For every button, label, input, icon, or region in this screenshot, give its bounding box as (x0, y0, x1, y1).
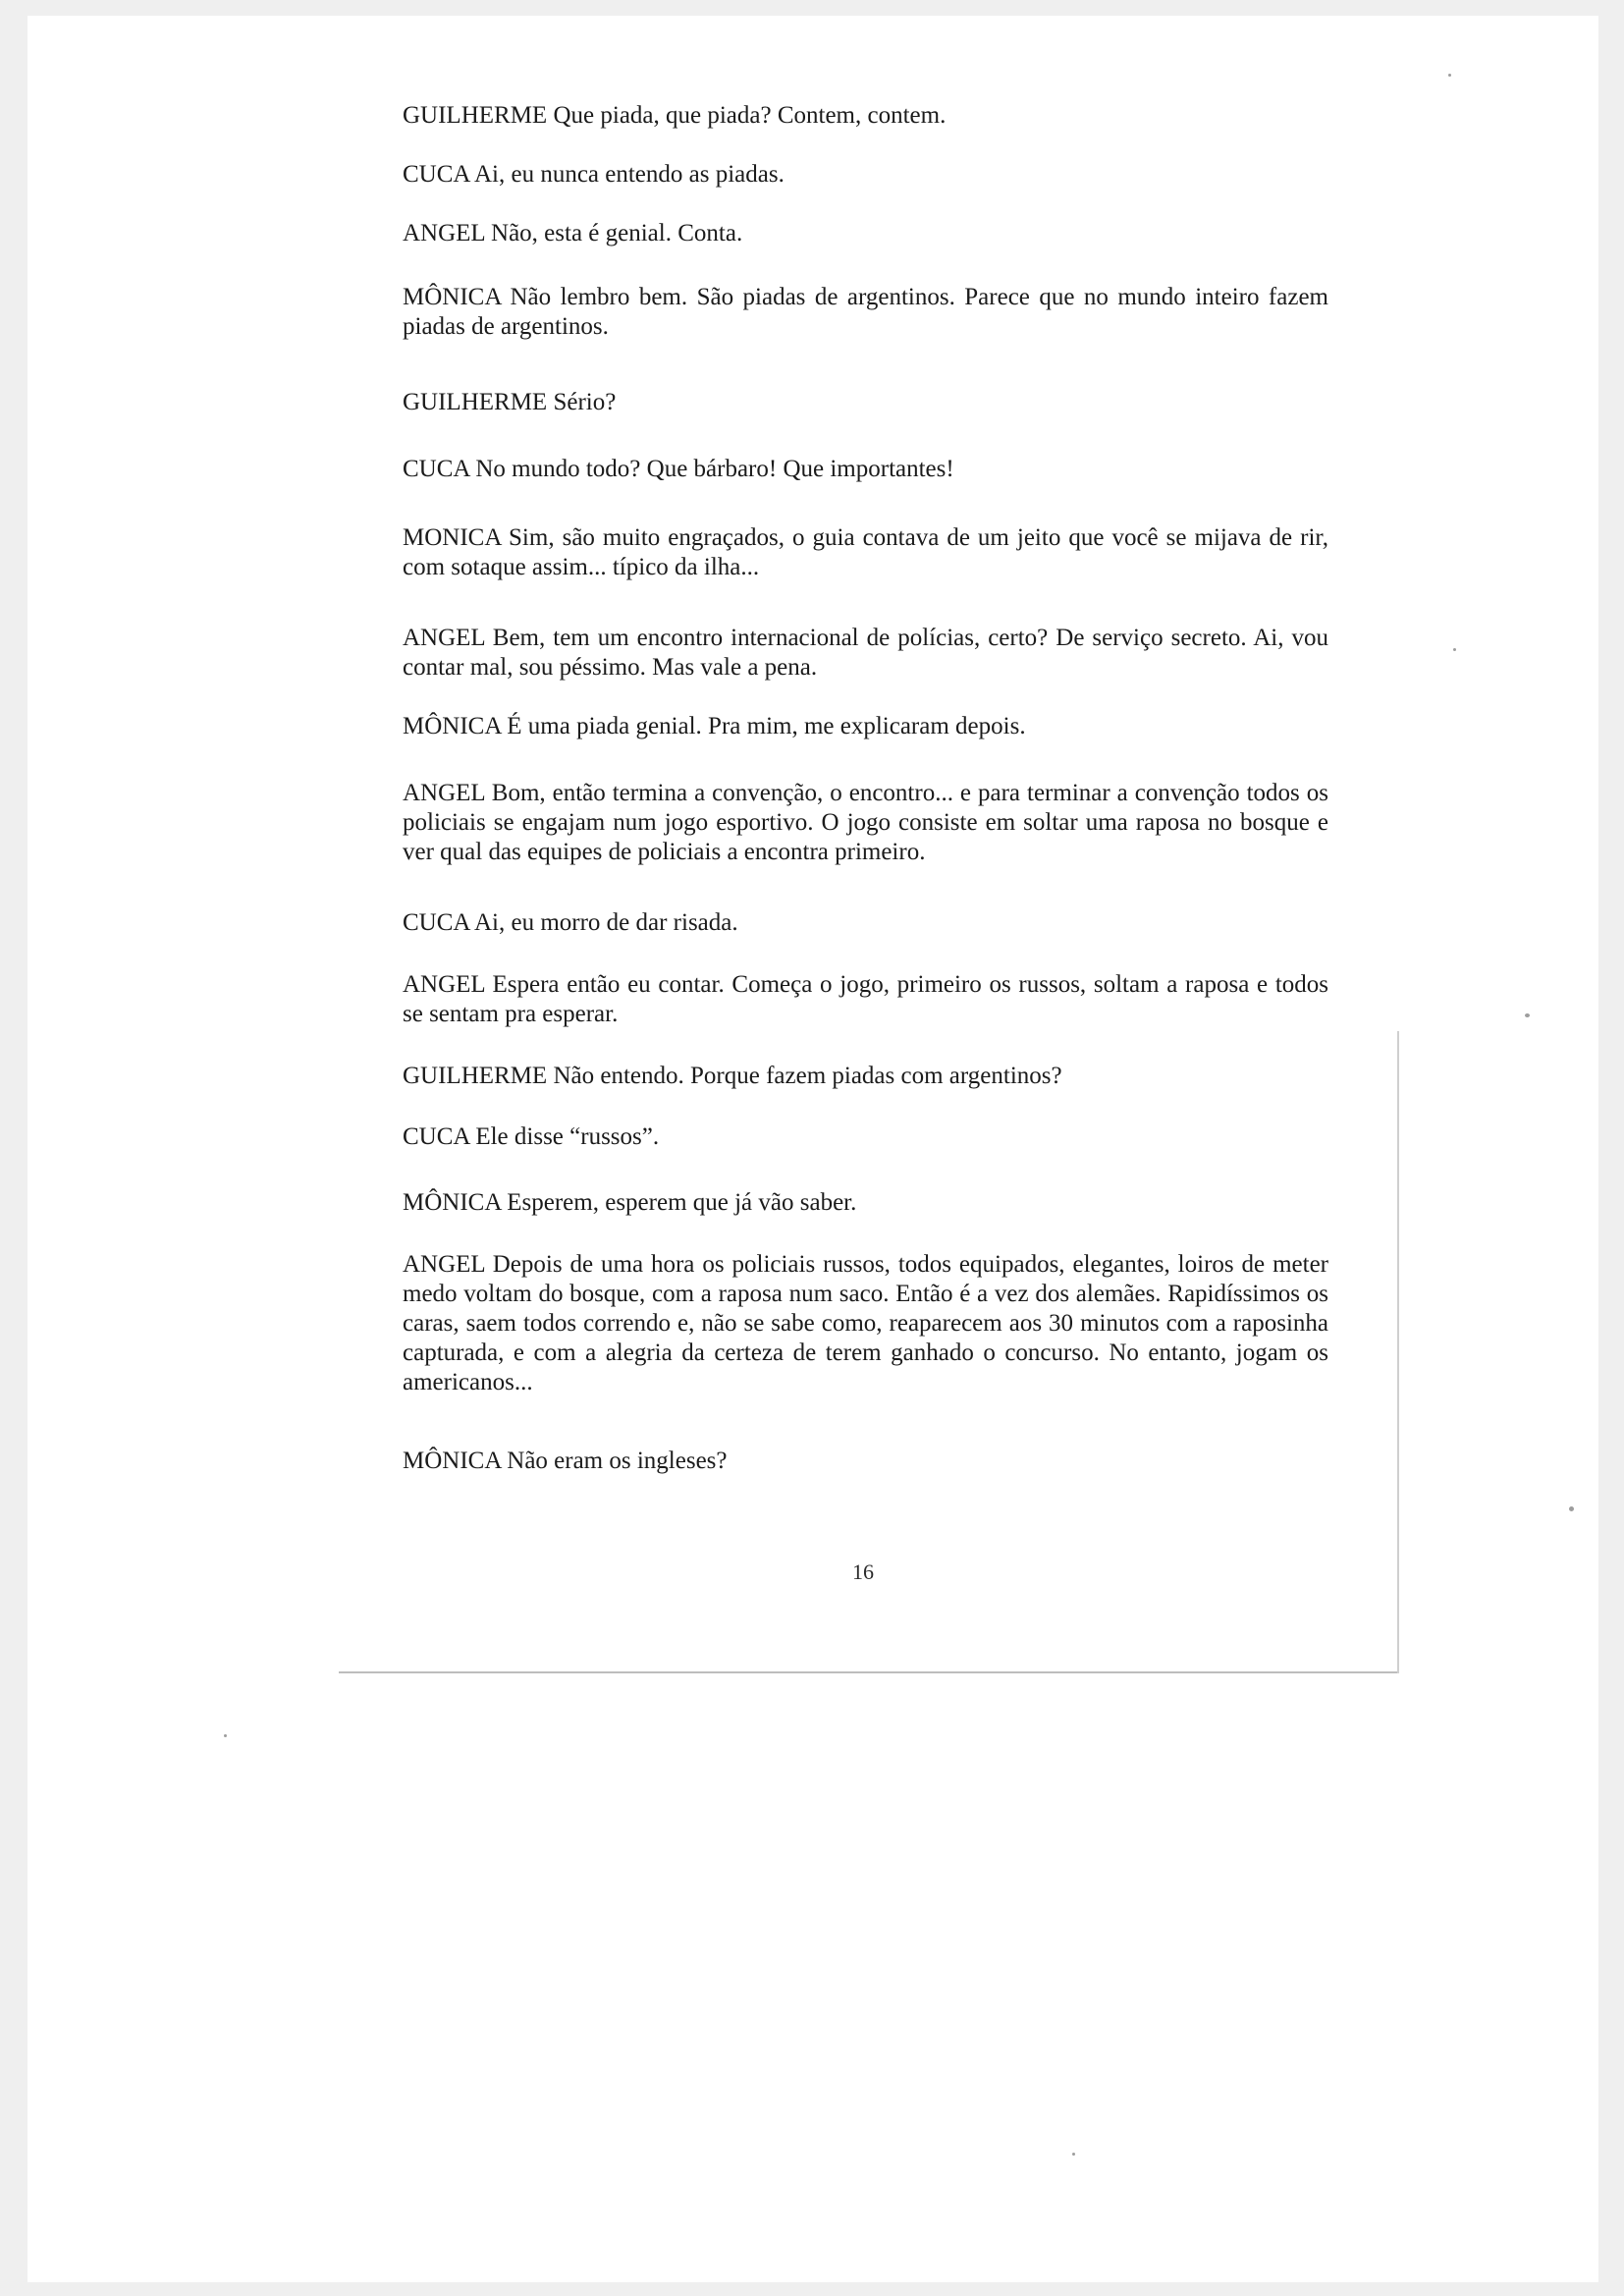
dialogue-line (403, 1062, 1328, 1091)
dialogue-line (403, 388, 1328, 417)
scan-speck (1072, 2153, 1075, 2156)
speaker-name: MONICA (403, 524, 502, 551)
dialogue-text: Que piada, que piada? Contem, contem. (553, 102, 947, 129)
speaker-name: MÔNICA (403, 713, 502, 739)
dialogue-text: Sério? (553, 389, 617, 415)
page-number: 16 (852, 1559, 874, 1584)
speaker-name: GUILHERME (403, 102, 548, 129)
dialogue-line (403, 712, 1328, 741)
page-edge-shadow (339, 1671, 1399, 1673)
dialogue-text: Não lembro bem. São piadas de argentinos. Parece que no mundo inteiro fazem piadas de argentinos. (403, 284, 1328, 340)
scan-speck (1569, 1506, 1574, 1511)
speaker-name: ANGEL (403, 625, 485, 651)
speaker-name: GUILHERME (403, 1063, 548, 1089)
dialogue-line (403, 160, 1328, 190)
speaker-name: CUCA (403, 1123, 470, 1150)
dialogue-text: No mundo todo? Que bárbaro! Que importantes! (475, 456, 954, 482)
dialogue-line (403, 101, 1328, 131)
dialogue-text: Não eram os ingleses? (507, 1448, 728, 1474)
dialogue-text: Ai, eu nunca entendo as piadas. (473, 161, 785, 188)
dialogue-line (403, 219, 1328, 248)
dialogue-text: Espera então eu contar. Começa o jogo, primeiro os russos, soltam a raposa e todos se sentam pra esperar. (403, 971, 1329, 1027)
speaker-name: ANGEL (403, 971, 485, 998)
dialogue-text: Sim, são muito engraçados, o guia contava de um jeito que você se mijava de rir, com sotaque assim... típico da ilha... (403, 524, 1328, 580)
dialogue-text: Não, esta é genial. Conta. (491, 220, 743, 246)
dialogue-text: Ele disse “russos”. (475, 1123, 660, 1150)
dialogue-line (403, 1122, 1328, 1152)
dialogue-text: É uma piada genial. Pra mim, me explicaram depois. (507, 713, 1026, 739)
speaker-name: CUCA (403, 456, 470, 482)
speaker-name: ANGEL (403, 780, 485, 806)
speaker-name: MÔNICA (403, 284, 502, 310)
speaker-name: GUILHERME (403, 389, 548, 415)
dialogue-text: Não entendo. Porque fazem piadas com argentinos? (553, 1063, 1062, 1089)
dialogue-text: Ai, eu morro de dar risada. (473, 909, 738, 936)
dialogue-line (403, 908, 1328, 938)
scan-speck (224, 1734, 227, 1737)
speaker-name: CUCA (403, 161, 470, 188)
dialogue-line (403, 455, 1328, 484)
dialogue-text: Bom, então termina a convenção, o encontro... e para terminar a convenção todos os policiais se engajam num jogo esportivo. O jogo consiste em soltar uma raposa no bosque e ver qual das equipes de policiais a encontra primeiro. (403, 780, 1328, 865)
dialogue-line (403, 523, 1328, 582)
dialogue-text: Depois de uma hora os policiais russos, todos equipados, elegantes, loiros de meter medo voltam do bosque, com a raposa num saco. Então é a vez dos alemães. Rapidíssimos os caras, saem todos correndo e, não se sabe como, reaparecem aos 30 minutos com a raposinha capturada, e com a alegria da certeza de terem ganhado o concurso. No entanto, jogam os americanos... (403, 1251, 1328, 1395)
page-edge-shadow-right (1397, 1031, 1399, 1673)
speaker-name: ANGEL (403, 1251, 485, 1278)
scan-speck (1453, 648, 1456, 651)
speaker-name: MÔNICA (403, 1189, 502, 1216)
dialogue-text: Esperem, esperem que já vão saber. (507, 1189, 857, 1216)
speaker-name: MÔNICA (403, 1448, 502, 1474)
dialogue-line (403, 283, 1328, 342)
dialogue-line (403, 970, 1328, 1029)
dialogue-line (403, 1250, 1328, 1397)
dialogue-line (403, 1447, 1328, 1476)
speaker-name: ANGEL (403, 220, 485, 246)
scan-speck (1448, 74, 1451, 77)
speaker-name: CUCA (403, 909, 470, 936)
dialogue-text: Bem, tem um encontro internacional de polícias, certo? De serviço secreto. Ai, vou contar mal, sou péssimo. Mas vale a pena. (403, 625, 1328, 681)
scan-speck (1525, 1013, 1530, 1017)
dialogue-line (403, 1188, 1328, 1218)
dialogue-line (403, 624, 1328, 683)
dialogue-line (403, 779, 1328, 867)
